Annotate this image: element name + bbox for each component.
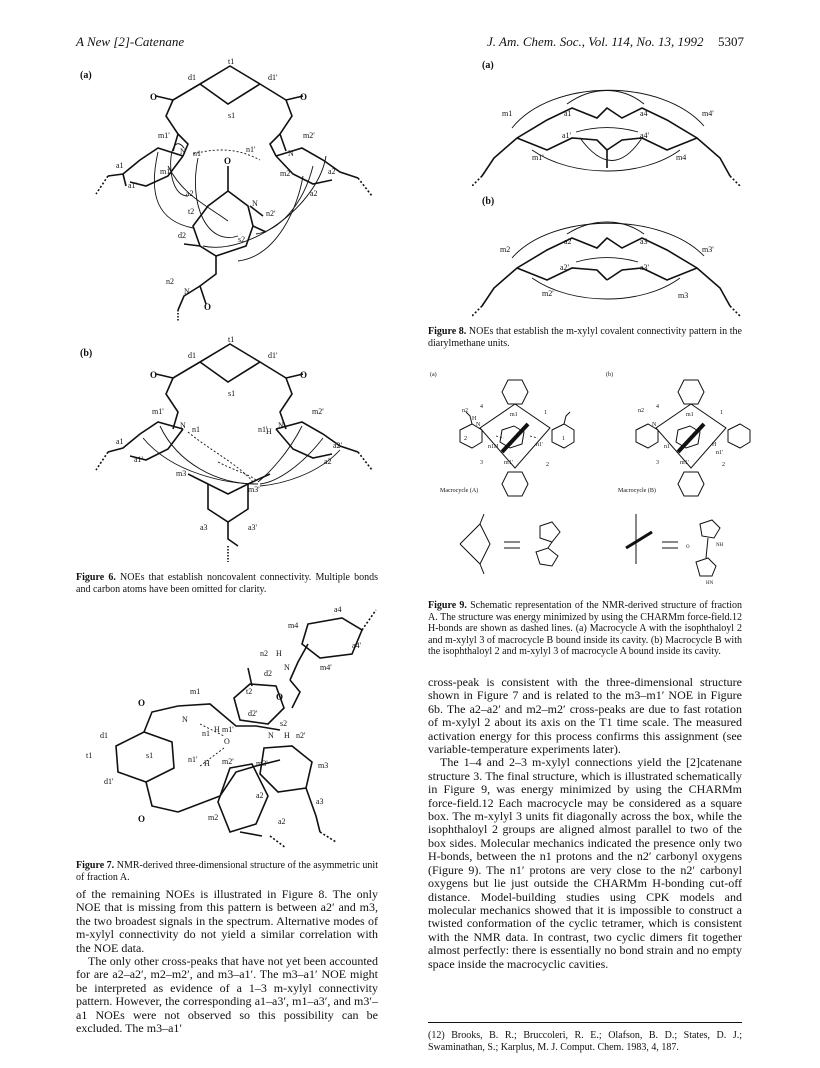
svg-text:m3': m3' bbox=[702, 245, 714, 254]
svg-text:m1': m1' bbox=[532, 153, 544, 162]
svg-text:O: O bbox=[224, 156, 232, 166]
svg-text:O: O bbox=[300, 92, 308, 102]
svg-text:a2': a2' bbox=[333, 441, 342, 450]
figure7-caption bbox=[76, 860, 378, 883]
svg-text:m1': m1' bbox=[504, 460, 513, 466]
svg-text:4: 4 bbox=[480, 404, 483, 410]
svg-text:m1': m1' bbox=[680, 460, 689, 466]
svg-text:3: 3 bbox=[480, 460, 483, 466]
svg-text:d1': d1' bbox=[104, 777, 114, 786]
svg-text:n2: n2 bbox=[260, 649, 268, 658]
svg-text:m3: m3 bbox=[176, 469, 187, 478]
svg-text:HN: HN bbox=[706, 581, 714, 584]
figure6-caption bbox=[76, 572, 378, 595]
svg-text:t1: t1 bbox=[86, 751, 93, 760]
svg-text:N: N bbox=[268, 731, 274, 740]
svg-text:O: O bbox=[150, 92, 158, 102]
left-paragraph-2: The only other cross-peaks that have not yet been accounted for are a2–a2′, m2–m2′, and m3–a1′. The m3–a1′ NOE might be interpreted as evidence of a 1–3 m-xylyl connectivity pattern. However, the corresponding a1–a3′, m1–a3′, and m3′–a1 NOEs were not observed so this possibility can be excluded. The m3–a1′ bbox=[76, 954, 378, 1036]
svg-text:N: N bbox=[252, 199, 258, 208]
svg-text:O: O bbox=[150, 370, 158, 380]
svg-text:m2': m2' bbox=[303, 131, 315, 140]
figure7-caption-label: Figure 7. bbox=[76, 860, 115, 871]
figure9b-structure bbox=[616, 372, 766, 502]
svg-text:a2': a2' bbox=[328, 167, 337, 176]
figure8-panel-b-label: (b) bbox=[482, 196, 495, 207]
svg-text:a4: a4 bbox=[640, 109, 648, 118]
svg-text:2: 2 bbox=[722, 462, 725, 468]
figure8-caption-label: Figure 8. bbox=[428, 326, 467, 337]
svg-text:a1': a1' bbox=[562, 131, 571, 140]
svg-text:a1: a1 bbox=[564, 109, 572, 118]
svg-text:NH: NH bbox=[716, 543, 724, 548]
svg-text:s1: s1 bbox=[146, 751, 154, 760]
svg-text:O: O bbox=[300, 370, 308, 380]
svg-text:t1: t1 bbox=[228, 335, 235, 344]
svg-text:n1: n1 bbox=[193, 149, 201, 158]
right-column-text bbox=[428, 676, 742, 971]
svg-text:n1': n1' bbox=[188, 755, 198, 764]
svg-text:a3: a3 bbox=[316, 797, 324, 806]
svg-text:d2: d2 bbox=[264, 669, 272, 678]
svg-text:n1': n1' bbox=[716, 450, 724, 456]
svg-text:m1: m1 bbox=[510, 412, 518, 418]
svg-text:m3: m3 bbox=[318, 761, 329, 770]
svg-text:m2': m2' bbox=[312, 407, 324, 416]
svg-text:H: H bbox=[204, 759, 210, 768]
svg-text:3: 3 bbox=[656, 460, 659, 466]
figure8b-structure bbox=[472, 206, 742, 320]
svg-text:H: H bbox=[266, 427, 272, 436]
figure8-caption-text: NOEs that establish the m-xylyl covalent connectivity pattern in the diarylmethane units. bbox=[428, 326, 742, 349]
svg-text:m3': m3' bbox=[248, 485, 260, 494]
svg-text:m2: m2 bbox=[500, 245, 511, 254]
svg-text:a3: a3 bbox=[640, 237, 648, 246]
svg-text:d1': d1' bbox=[268, 351, 278, 360]
svg-text:a3: a3 bbox=[200, 523, 208, 532]
svg-text:a4': a4' bbox=[640, 131, 649, 140]
svg-text:a4: a4 bbox=[334, 605, 342, 614]
figure8-panel-a-label: (a) bbox=[482, 60, 494, 71]
footnote-rule bbox=[428, 1022, 742, 1023]
svg-text:H: H bbox=[494, 444, 499, 450]
svg-text:m4': m4' bbox=[702, 109, 714, 118]
svg-text:m4: m4 bbox=[676, 153, 687, 162]
figure9a-structure bbox=[440, 372, 590, 502]
figure8a-structure bbox=[472, 68, 742, 186]
figure6b-structure bbox=[88, 334, 398, 580]
svg-text:t2: t2 bbox=[188, 207, 195, 216]
svg-text:N: N bbox=[278, 421, 284, 430]
svg-text:N: N bbox=[180, 421, 186, 430]
svg-text:m1: m1 bbox=[502, 109, 513, 118]
svg-text:s2: s2 bbox=[280, 719, 288, 728]
svg-text:O: O bbox=[686, 545, 690, 550]
svg-text:m1: m1 bbox=[190, 687, 201, 696]
svg-text:H: H bbox=[472, 416, 477, 422]
svg-text:m1: m1 bbox=[160, 167, 171, 176]
svg-text:N: N bbox=[180, 147, 186, 156]
figure6-caption-text: NOEs that establish noncovalent connectivity. Multiple bonds and carbon atoms have been omitted for clarity. bbox=[76, 572, 379, 595]
svg-text:n1: n1 bbox=[664, 444, 670, 450]
svg-text:2: 2 bbox=[464, 436, 467, 442]
svg-text:m1': m1' bbox=[152, 407, 164, 416]
figure7-structure bbox=[80, 596, 390, 852]
svg-text:a4': a4' bbox=[352, 641, 361, 650]
svg-text:m1': m1' bbox=[158, 131, 170, 140]
svg-text:s1: s1 bbox=[228, 389, 236, 398]
svg-text:a2: a2 bbox=[278, 817, 286, 826]
svg-text:N: N bbox=[652, 422, 657, 428]
figure9-caption-label: Figure 9. bbox=[428, 600, 467, 611]
svg-text:a1: a1 bbox=[116, 437, 124, 446]
svg-text:a2': a2' bbox=[560, 263, 569, 272]
svg-text:d1: d1 bbox=[100, 731, 108, 740]
left-paragraph-1: of the remaining NOEs is illustrated in Figure 8. The only NOE that is missing from this pattern is between a2′ and m3, the two broadest signals in the spectrum. Alternative modes of m-xylyl connectivity do not yield a similar correlation with the NOE data. bbox=[76, 887, 378, 955]
figure8-caption bbox=[428, 326, 742, 349]
svg-text:a2: a2 bbox=[310, 189, 318, 198]
right-paragraph-1: cross-peak is consistent with the three-dimensional structure shown in Figure 7 and is related to the m3–m1′ NOE in Figure 6b. The a2–a2′ and m2–m2′ cross-peaks are due to fast rotation of m-xylyl 2 about its axis on the T1 time scale. The measured activation energy for this process confirms this assignment (see variable-temperature experiments later). bbox=[428, 675, 742, 757]
svg-text:t1: t1 bbox=[228, 57, 235, 66]
left-column-text bbox=[76, 888, 378, 1035]
figure6-panel-a-label: (a) bbox=[80, 70, 92, 81]
svg-text:d1': d1' bbox=[268, 73, 278, 82]
right-paragraph-2: The 1–4 and 2–3 m-xylyl connections yield the [2]catenane structure 3. The final structure, which is illustrated schematically in Figure 9, was energy minimized by using the CHARMm force-field.12 Each macrocycle may be considered as a square box. The m-xylyl 3 units fit diagonally across the box, while the isophthaloyl 2 groups are aligned almost parallel to two of the box sides. Molecular mechanics indicated the presence only two H-bonds, between the n1 protons and the n2′ carbonyl oxygens (Figure 9). The n1′ protons are very close to the n2′ carbonyl oxygens but lie just outside the CHARMm H-bonding cut-off distance. Model-building studies using CPK models and molecular mechanics showed that it is impossible to construct a twisted conformation of the cyclic tetramer, which is consistent with the NMR data. In contrast, two cyclic dimers fit together almost perfectly: there is essentially no bond strain and no empty space inside the macrocyclic cavities. bbox=[428, 755, 742, 971]
svg-text:a1: a1 bbox=[116, 161, 124, 170]
svg-text:N: N bbox=[288, 149, 294, 158]
svg-text:s2: s2 bbox=[238, 235, 246, 244]
svg-text:m4: m4 bbox=[288, 621, 299, 630]
figure9-panel-a-label: (a) bbox=[430, 372, 437, 378]
svg-text:O: O bbox=[204, 302, 212, 312]
svg-text:a3': a3' bbox=[640, 263, 649, 272]
page-number: 5307 bbox=[718, 34, 744, 49]
svg-text:O: O bbox=[276, 692, 284, 702]
figure6-panel-b-label: (b) bbox=[80, 348, 93, 359]
svg-text:2: 2 bbox=[546, 462, 549, 468]
figure9b-side-view bbox=[616, 504, 766, 584]
svg-text:m2': m2' bbox=[222, 757, 234, 766]
svg-text:O: O bbox=[138, 698, 146, 708]
figure9-caption bbox=[428, 600, 742, 658]
figure9-caption-text: Schematic representation of the NMR-derived structure of fraction A. The structure was energy minimized by using the CHARMm force-field.12 H-bonds are shown as dashed lines. (a) Macrocycle A with the isophthaloyl 2 and m-xylyl 3 of macrocycle B bound inside its cavity. (b) Macrocycle B with the isophthaloyl 2 and m-xylyl 3 of macrocycle A bound inside its cavity. bbox=[428, 600, 742, 658]
figure9a-side-view bbox=[440, 504, 590, 584]
svg-text:s1: s1 bbox=[228, 111, 236, 120]
journal-citation: J. Am. Chem. Soc., Vol. 114, No. 13, 1992 bbox=[487, 34, 704, 49]
svg-text:m4': m4' bbox=[320, 663, 332, 672]
svg-text:m1: m1 bbox=[686, 412, 694, 418]
svg-text:H: H bbox=[214, 725, 220, 734]
svg-text:1: 1 bbox=[562, 436, 565, 442]
svg-text:n2': n2' bbox=[266, 209, 276, 218]
svg-text:a1': a1' bbox=[128, 181, 137, 190]
svg-text:O: O bbox=[224, 737, 230, 746]
svg-text:H: H bbox=[712, 442, 717, 448]
svg-text:m2: m2 bbox=[208, 813, 219, 822]
svg-text:N: N bbox=[476, 422, 481, 428]
svg-text:a2: a2 bbox=[256, 791, 264, 800]
svg-text:4: 4 bbox=[656, 404, 659, 410]
figure6-caption-label: Figure 6. bbox=[76, 572, 116, 583]
svg-text:1: 1 bbox=[544, 410, 547, 416]
svg-text:a2: a2 bbox=[186, 189, 194, 198]
svg-text:n2': n2' bbox=[296, 731, 306, 740]
svg-text:H: H bbox=[276, 649, 282, 658]
svg-text:a2: a2 bbox=[324, 457, 332, 466]
svg-text:d1: d1 bbox=[188, 73, 196, 82]
svg-text:m2: m2 bbox=[280, 169, 291, 178]
svg-text:n2: n2 bbox=[638, 408, 644, 414]
svg-text:t2: t2 bbox=[246, 687, 253, 696]
svg-text:n1': n1' bbox=[258, 425, 268, 434]
svg-text:d1: d1 bbox=[188, 351, 196, 360]
figure9a-macrocycle-label: Macrocycle (A) bbox=[440, 488, 479, 494]
svg-text:n2: n2 bbox=[166, 277, 174, 286]
svg-text:H: H bbox=[284, 731, 290, 740]
figure9b-macrocycle-label: Macrocycle (B) bbox=[618, 488, 656, 494]
figure6a-structure bbox=[88, 56, 398, 328]
svg-text:n1: n1 bbox=[192, 425, 200, 434]
svg-text:O: O bbox=[138, 814, 146, 824]
svg-text:n1': n1' bbox=[536, 442, 544, 448]
svg-text:N: N bbox=[184, 287, 190, 296]
svg-text:d2: d2 bbox=[178, 231, 186, 240]
svg-text:a1': a1' bbox=[134, 455, 143, 464]
svg-text:1: 1 bbox=[720, 410, 723, 416]
svg-text:a2: a2 bbox=[564, 237, 572, 246]
running-title: A New [2]-Catenane bbox=[76, 34, 185, 49]
svg-text:m1': m1' bbox=[222, 725, 234, 734]
svg-text:d2': d2' bbox=[248, 709, 258, 718]
svg-text:n1: n1 bbox=[488, 444, 494, 450]
svg-text:m3: m3 bbox=[678, 291, 689, 300]
svg-text:n1': n1' bbox=[246, 145, 256, 154]
svg-text:m2': m2' bbox=[542, 289, 554, 298]
svg-text:n1: n1 bbox=[202, 729, 210, 738]
svg-text:m3': m3' bbox=[256, 759, 268, 768]
svg-text:N: N bbox=[182, 715, 188, 724]
figure9-panel-b-label: (b) bbox=[606, 372, 613, 378]
footnote-reference-12: (12) Brooks, B. R.; Bruccoleri, R. E.; Olafson, B. D.; States, D. J.; Swaminathan, S.; Karplus, M. J. Comput. Chem. 1983, 4, 187. bbox=[428, 1030, 742, 1053]
figure7-caption-text: NMR-derived three-dimensional structure of the asymmetric unit of fraction A. bbox=[76, 860, 378, 883]
svg-text:a3': a3' bbox=[248, 523, 257, 532]
svg-text:N: N bbox=[284, 663, 290, 672]
svg-text:n2: n2 bbox=[462, 408, 468, 414]
